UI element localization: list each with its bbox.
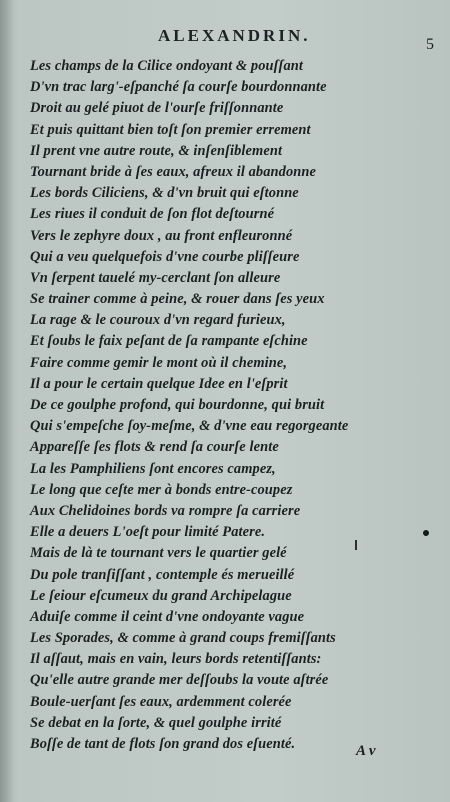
verse-line: Vn ſerpent tauelé my-cerclant ſon alleure — [30, 269, 281, 286]
verse-line: Faire comme gemir le mont où il chemine, — [30, 354, 288, 371]
verse-line: Les riues il conduit de ſon flot deſtourné — [30, 206, 275, 223]
verse-line: Droit au gelé piuot de l'ourſe friſſonnante — [30, 100, 284, 117]
verse-line: Et puis quittant bien toſt ſon premier errement — [30, 121, 311, 138]
verse-line: D'vn trac larg'-eſpanché ſa courſe bourdonnante — [30, 79, 327, 96]
verse-line: Qui s'empeſche ſoy-meſme, & d'vne eau regorgeante — [30, 418, 349, 435]
running-head: ALEXANDRIN. — [158, 26, 311, 45]
verse-line: Qu'elle autre grande mer deſſoubs la voute aſtrée — [30, 672, 329, 689]
verse-line: Tournant bride à ſes eaux, afreux il abandonne — [30, 163, 317, 180]
verse-line: Boſſe de tant de flots ſon grand dos eſuenté. — [30, 736, 296, 752]
verse-line: Il a pour le certain quelque Idee en l'eſprit — [30, 375, 288, 392]
verse-line: Les Sporades, & comme à grand coups fremiſſants — [30, 630, 336, 647]
verse-line: Se debat en la ſorte, & quel goulphe irrité — [30, 714, 282, 731]
verse-line: Boule-uerſant ſes eaux, ardemment colerée — [30, 693, 292, 710]
verse-line: Vers le zephyre doux , au front enfleuronné — [30, 227, 293, 244]
catchword: A v — [356, 743, 376, 759]
verse-line: Qui a veu quelquefois d'vne courbe pliſſeure — [30, 248, 300, 265]
verse-block — [30, 56, 435, 755]
gutter-shadow — [0, 0, 14, 802]
verse-line: Le long que ceſte mer à bonds entre-coupez — [30, 481, 293, 498]
ink-blot — [423, 530, 429, 536]
verse-line: Le ſeiour eſcumeux du grand Archipelague — [30, 587, 292, 604]
verse-line: Il prent vne autre route, & inſenſiblement — [30, 142, 283, 159]
page-number: 5 — [426, 36, 434, 53]
verse-line: Du pole tranſiſſant , contemple és merueillé — [30, 566, 295, 583]
verse-line: Les champs de la Cilice ondoyant & pouſſant — [30, 58, 303, 74]
ink-mark — [355, 540, 357, 550]
verse-line: La les Pamphiliens ſont encores campez, — [30, 460, 276, 477]
verse-line: Les bords Ciliciens, & d'vn bruit qui eſtonne — [30, 185, 299, 202]
verse-line: Elle a deuers L'oeſt pour limité Patere. — [30, 524, 266, 541]
verse-line: Et ſoubs le faix peſant de ſa rampante eſchine — [30, 333, 308, 350]
verse-line: Aux Chelidoines bords va rompre ſa carriere — [30, 502, 301, 519]
verse-line: La rage & le couroux d'vn regard furieux, — [30, 312, 286, 329]
verse-line: Se trainer comme à peine, & rouer dans ſes yeux — [30, 291, 325, 308]
verse-line: Il aſſaut, mais en vain, leurs bords retentiſſants: — [30, 651, 322, 668]
verse-line: Appareſſe ſes flots & rend ſa courſe lente — [30, 439, 279, 456]
verse-line: De ce goulphe profond, qui bourdonne, qui bruit — [30, 397, 325, 413]
verse-line: Mais de là te tournant vers le quartier gelé — [30, 545, 287, 562]
verse-line: Aduiſe comme il ceint d'vne ondoyante vague — [30, 608, 305, 625]
